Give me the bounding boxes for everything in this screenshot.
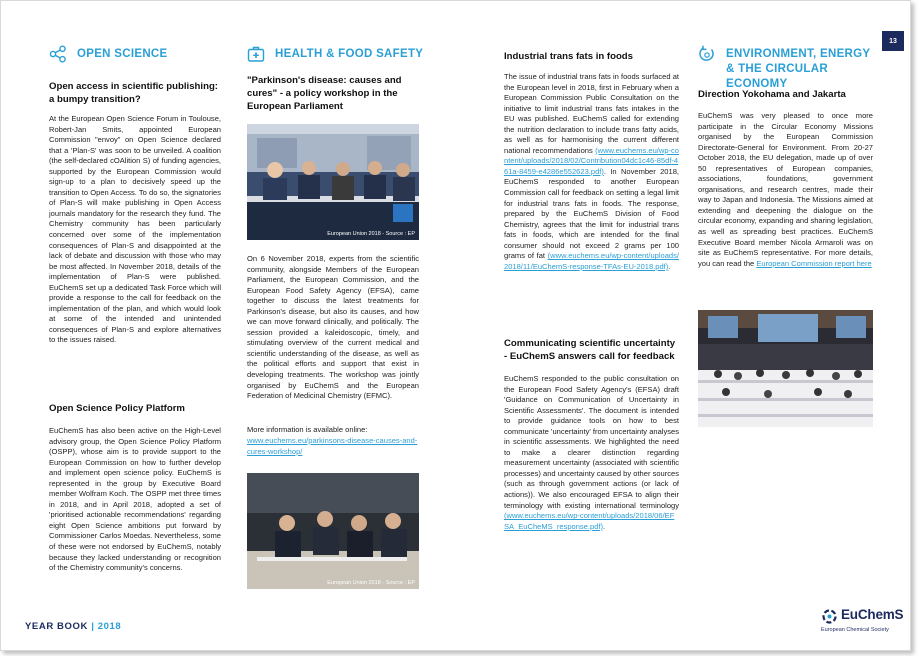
section-title: OPEN SCIENCE	[77, 48, 168, 60]
period: .	[603, 521, 606, 531]
article-body-ospp: EuChemS has also been active on the High-Level advisory group, the Open Science Policy Platform (OSPP), whose aim is to provide support to the European Commission on how to further develop and implement open science policy. EuChemS is represented in the group by Executive Board member Wolfram Koch. The OSPP met three times in 2018, and in April 2018, adopted a set of 'prioritised actionable recommendations' regarding eight Open Science ambitions put forward by Commissioner Carlos Moedas. Nevertheless, some of these were not endorsed by EuChemS, notably because they lacked understanding or recognition of the Chemistry community's concerns.	[49, 426, 221, 573]
article-title-yokohama: Direction Yokohama and Jakarta	[698, 89, 846, 100]
article-body-uncertainty	[504, 374, 679, 532]
parliament-meeting-photo	[247, 473, 419, 589]
article-body-trans-fats	[504, 72, 679, 272]
conference-hall-photo	[698, 310, 873, 427]
section-header-environment	[698, 45, 878, 92]
article-body-parkinsons: On 6 November 2018, experts from the scientific community, alongside Members of the European Parliament, the European Commission, and the European Food Safety Agency (EFSA), came together to discuss the latest treatments for Parkinson's disease, but also its causes, and how we can move forward clinically, and politically. The session provided a kaleidoscopic, timely, and stimulating overview of the current medical and scientific understanding of the disease, as well as the political efforts and support that exist in developing treatments. The workshop was jointly organised by EuChemS and the European Federation of Medicinal Chemistry (EFMC).	[247, 254, 419, 401]
first-aid-kit-icon	[247, 45, 265, 63]
workshop-panel-photo	[247, 124, 419, 240]
logo-subtitle: European Chemical Society	[821, 627, 889, 633]
footer-yearbook	[25, 621, 121, 632]
photo-parliament-meeting	[247, 473, 419, 589]
section-header-open-science	[49, 45, 229, 63]
article-title-ospp: Open Science Policy Platform	[49, 403, 185, 414]
photo-parkinsons-workshop	[247, 124, 419, 240]
euchems-logo	[821, 607, 903, 639]
photo-caption: European Union 2018 - Source : EP	[327, 580, 415, 586]
trans-fats-response-link[interactable]: (www.euchems.eu/wp-content/uploads/2018/11/EuChemS-response-TFAs-EU-2018.pdf)	[504, 251, 679, 271]
article-title-parkinsons: "Parkinson's disease: causes and cures" - a policy workshop in the European Parliament	[247, 75, 402, 112]
article-body-yokohama	[698, 111, 873, 269]
trans-fats-contribution-link[interactable]: (www.euchems.eu/wp-content/uploads/2018/02/Contribution04dc1c46-85df-461a-8459-e4286e552623.pdf)	[504, 145, 679, 176]
article-title-uncertainty: Communicating scientific uncertainty - EuChemS answers call for feedback	[504, 338, 676, 362]
euchems-logo-icon	[821, 608, 838, 625]
photo-caption: European Union 2018 - Source : EP	[327, 231, 415, 237]
section-header-health	[247, 45, 437, 63]
efsa-response-link[interactable]: (www.euchems.eu/wp-content/uploads/2018/06/EFSA_EuCheMS_response.pdf)	[504, 511, 675, 531]
trans-fats-text: The issue of industrial trans fats in foods surfaced at the European level in 2018, first in February when a European Commission Public Consultation on the initiative to limit industrial trans fats intakes in the EU was published. EuChemS called for extending the nutrition declaration to include trans fatty acids, as well as for harmonising the current different national recommendations	[504, 72, 679, 155]
section-title: ENVIRONMENT, ENERGY & THE CIRCULAR ECONOMY	[726, 48, 871, 90]
parkinsons-workshop-link[interactable]: www.euchems.eu/parkinsons-disease-causes-and-cures-workshop/	[247, 436, 418, 456]
page-number: 13	[882, 31, 904, 51]
article-title-trans-fats: Industrial trans fats in foods	[504, 51, 633, 62]
period: .	[668, 261, 671, 271]
article-body-open-access: At the European Open Science Forum in Toulouse, Robert-Jan Smits, appointed European Commission "envoy" on Open Science declared that a 'Plan-S' was soon to be unveiled. A coalition (the self-declared cOAlition S) of funding agencies, supported by the European Commission would sign-up to a plan to decisively speed up the transition to Open Access. To do so, the signatories of Plan-S will make publishing in Open Access journals mandatory for the research they fund. The Chemistry community has been particularly concerned over some of the implementation consequences of Plan-S and disappointed at the lack of debate and discussion with those who may be most affected. In November 2018, details of the implementation of Plan-S were published. EuChemS set up a dedicated Task Force which will provide a response to the call for feedback on the implementation of the plan, and which would look at some of the intended and unintended consequences of Plan-S and explore alternatives to the issues raised.	[49, 114, 221, 345]
commission-report-link[interactable]: European Commission report here	[756, 258, 872, 268]
article-title-open-access: Open access in scientific publishing: a bumpy transition?	[49, 81, 218, 105]
trans-fats-text-2: . In November 2018, EuChemS responded to another European Commission call for feedback on setting a legal limit for industrial trans fats in foods. The response, prepared by the EuChemS Division of Food Chemistry, agrees that the limit for industrial trans fats in foods, which are intended for the final consumer should not exceed 2 grams per 100 grams of fat	[504, 166, 679, 261]
more-info-label: More information is available online:	[247, 425, 368, 434]
section-title: HEALTH & FOOD SAFETY	[275, 48, 424, 60]
logo-name: EuChemS	[841, 607, 904, 622]
share-network-icon	[49, 45, 67, 63]
footer-yearbook-label: YEAR BOOK	[25, 621, 88, 632]
footer-year: 2018	[97, 621, 122, 632]
uncertainty-text: EuChemS responded to the public consultation on the European Food Safety Agency's (EFSA) draft 'Guidance on Communication of Uncertainty in Scientific Assessments'. The document is intended to provide guidance tools on how to best communicate 'uncertainty' from uncertainty analyses in scientific assessments. We highlighted the need to make a clearer distinction regarding measurement uncertainty (associated with scientific processes) and uncertainty caused by other sources (such as through government actions (or lack of actions)). We also encouraged EFSA to align their terminology with existing international terminology	[504, 374, 679, 510]
yokohama-text: EuChemS was very pleased to once more participate in the Circular Economy Missions organised by the European Commission Directorate-General for Environment. From 20-27 October 2018, the EU delegation, made up of over 50 representatives of European companies, associations, foundations, government organisations, and research centres, made their way to Japan and Indonesia. The Missions aimed at extending and deepening the dialogue on the circular economy, expanding and sharing legislation, as well as spreading best practices. EuChemS Executive Board member Nicola Armaroli was on site as EuChemS representative. For more details, you can read the	[698, 111, 873, 268]
photo-conference-hall	[698, 310, 873, 427]
circular-arrow-icon	[698, 45, 716, 63]
footer-separator: |	[91, 621, 95, 632]
